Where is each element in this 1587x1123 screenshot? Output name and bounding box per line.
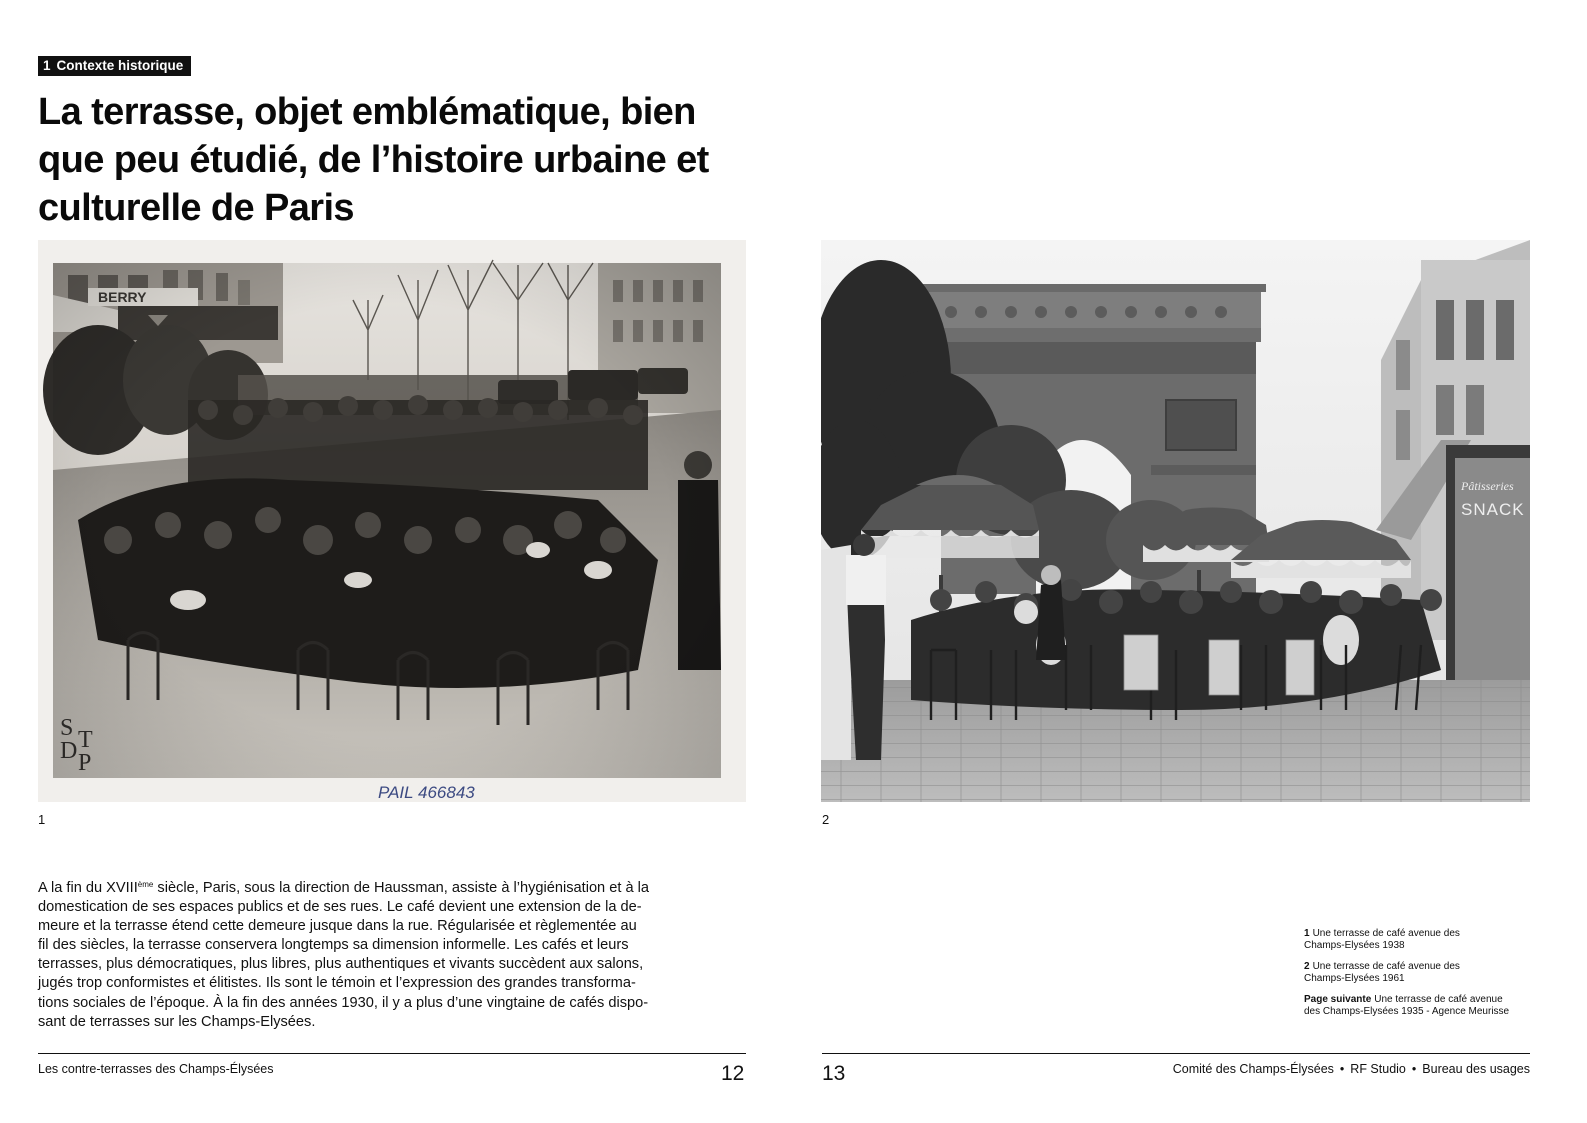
footer-credits bbox=[1173, 1062, 1530, 1076]
headline-line: que peu étudié, de l’histoire urbaine et bbox=[38, 139, 709, 181]
credit-item: Comité des Champs-Élysées bbox=[1172, 1062, 1334, 1076]
shop-sign: SNACK bbox=[1461, 500, 1525, 519]
body-line: jugés trop conformistes et élitistes. Ils sont le témoin et l’expression des grandes transforma- bbox=[38, 975, 636, 992]
left-page bbox=[0, 0, 793, 1123]
body-paragraph bbox=[38, 879, 750, 1032]
photo-terrace-1938 bbox=[38, 240, 746, 802]
caption-label: 2 bbox=[1304, 960, 1310, 972]
caption-label: Page suivante bbox=[1304, 993, 1372, 1005]
footer-rule bbox=[822, 1053, 1530, 1054]
page-number: 12 bbox=[721, 1062, 745, 1085]
credit-item: RF Studio bbox=[1350, 1062, 1406, 1076]
credit-item: Bureau des usages bbox=[1422, 1062, 1530, 1076]
page-headline bbox=[38, 88, 758, 232]
photo-terrace-1938-image bbox=[38, 240, 746, 802]
caption-item bbox=[1304, 961, 1534, 986]
photo-terrace-1961-image bbox=[821, 240, 1530, 802]
section-tag bbox=[38, 56, 191, 76]
body-line: sant de terrasses sur les Champs-Elysées. bbox=[38, 1013, 316, 1030]
caption-text: des Champs-Elysées 1935 - Agence Meurisse bbox=[1304, 1006, 1510, 1018]
bullet-separator: • bbox=[1339, 1062, 1345, 1076]
body-line-start: A la fin du XVIII bbox=[38, 880, 138, 896]
caption-text: Une terrasse de café avenue des bbox=[1312, 928, 1460, 939]
caption-text: Champs-Elysées 1961 bbox=[1304, 973, 1405, 985]
svg-text:P: P bbox=[78, 750, 92, 776]
archive-mark: PAIL 466843 bbox=[378, 783, 475, 802]
bullet-separator: • bbox=[1411, 1062, 1417, 1076]
caption-item bbox=[1304, 994, 1534, 1019]
figure-number: 1 bbox=[38, 812, 46, 827]
section-label: Contexte historique bbox=[56, 58, 184, 73]
shop-script-sign: Pâtisseries bbox=[1461, 479, 1514, 493]
caption-text: Champs-Elysées 1938 bbox=[1304, 940, 1405, 952]
superscript-eme: ème bbox=[137, 880, 154, 889]
caption-item bbox=[1304, 928, 1534, 953]
page-number: 13 bbox=[822, 1062, 846, 1085]
body-line: fil des siècles, la terrasse conservera longtemps sa dimension informelle. Les cafés et leurs bbox=[38, 937, 629, 954]
footer-document-title: Les contre-terrasses des Champs-Élysées bbox=[38, 1062, 274, 1076]
caption-list bbox=[1304, 928, 1534, 1026]
footer-rule bbox=[38, 1053, 746, 1054]
caption-text: Une terrasse de café avenue bbox=[1374, 993, 1503, 1005]
body-line: terrasses, plus démocratiques, plus libres, plus authentiques et vivants succèdent aux salons, bbox=[38, 956, 644, 973]
caption-text: Une terrasse de café avenue des bbox=[1312, 960, 1460, 972]
body-line: meure et la terrasse étend cette demeure jusque dans la rue. Régularisée et règlementée au bbox=[38, 918, 637, 935]
svg-text:T: T bbox=[78, 727, 93, 753]
section-number: 1 bbox=[43, 58, 51, 73]
body-line: domestication de ses espaces publics et de ses rues. Le café devient une extension de la de- bbox=[38, 899, 642, 916]
svg-text:S: S bbox=[60, 715, 74, 741]
body-line: tions sociales de l’époque. À la fin des années 1930, il y a plus d’une vingtaine de cafés dispo- bbox=[38, 994, 649, 1011]
caption-label: 1 bbox=[1304, 928, 1310, 939]
body-line bbox=[38, 879, 750, 898]
headline-line: La terrasse, objet emblématique, bien bbox=[38, 91, 696, 133]
photo-terrace-1961 bbox=[821, 240, 1530, 802]
figure-number: 2 bbox=[822, 812, 830, 827]
headline-line: culturelle de Paris bbox=[38, 187, 354, 229]
svg-text:D: D bbox=[60, 738, 78, 764]
body-line-end: siècle, Paris, sous la direction de Haussman, assiste à l’hygiénisation et à la bbox=[153, 880, 649, 896]
